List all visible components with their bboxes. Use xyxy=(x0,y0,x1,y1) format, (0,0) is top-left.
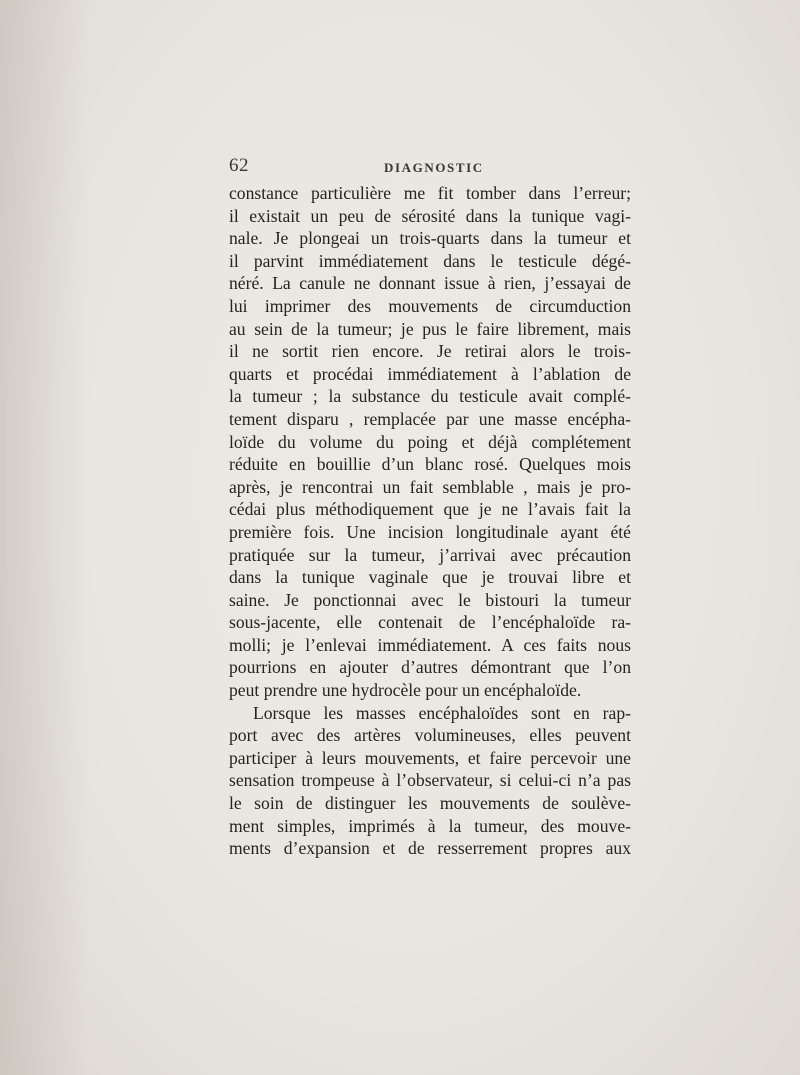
text-line: dans la tunique vaginale que je trouvai libre et xyxy=(229,567,631,588)
text-line: sous-jacente, elle contenait de l’encéphaloïde ra- xyxy=(229,612,631,633)
text-line: cédai plus méthodiquement que je ne l’avais fait la xyxy=(229,499,631,520)
text-line: participer à leurs mouvements, et faire percevoir une xyxy=(229,747,631,768)
text-line: la tumeur ; la substance du testicule avait complé- xyxy=(229,386,631,407)
text-line: molli; je l’enlevai immédiatement. A ces faits nous xyxy=(229,634,631,655)
text-line: pratiquée sur la tumeur, j’arrivai avec précaution xyxy=(229,544,631,565)
text-line: il existait un peu de sérosité dans la tunique vagi- xyxy=(229,205,631,226)
text-line: au sein de la tumeur; je pus le faire librement, mais xyxy=(229,318,631,339)
paragraph-start-line: Lorsque les masses encéphaloïdes sont en rap- xyxy=(253,702,631,723)
body-text xyxy=(229,182,631,860)
text-line: sensation trompeuse à l’observateur, si celui-ci n’a pas xyxy=(229,770,631,791)
text-line: le soin de distinguer les mouvements de soulève- xyxy=(229,793,631,814)
paragraph-end-line: peut prendre une hydrocèle pour un encéphaloïde. xyxy=(229,680,582,701)
page-number: 62 xyxy=(229,155,249,176)
text-line: néré. La canule ne donnant issue à rien, j’essayai de xyxy=(229,273,631,294)
running-head xyxy=(229,155,655,179)
text-line: nale. Je plongeai un trois-quarts dans la tumeur et xyxy=(229,228,631,249)
text-line: après, je rencontrai un fait semblable , mais je pro- xyxy=(229,476,631,497)
text-line: constance particulière me fit tomber dans l’erreur; xyxy=(229,183,631,203)
text-line: saine. Je ponctionnai avec le bistouri la tumeur xyxy=(229,589,631,610)
text-line: il parvint immédiatement dans le testicule dégé- xyxy=(229,250,631,271)
text-line: ments d’expansion et de resserrement propres aux xyxy=(229,838,631,859)
text-line: ment simples, imprimés à la tumeur, des mouve- xyxy=(229,815,631,836)
text-line: quarts et procédai immédiatement à l’ablation de xyxy=(229,363,631,384)
text-line: il ne sortit rien encore. Je retirai alors le trois- xyxy=(229,341,631,362)
text-line: lui imprimer des mouvements de circumduction xyxy=(229,295,631,316)
text-line: première fois. Une incision longitudinale ayant été xyxy=(229,521,631,542)
text-line: pourrions en ajouter d’autres démontrant que l’on xyxy=(229,657,631,678)
text-line: réduite en bouillie d’un blanc rosé. Quelques mois xyxy=(229,454,631,475)
text-line: tement disparu , remplacée par une masse encépha- xyxy=(229,408,631,429)
text-line: port avec des artères volumineuses, elles peuvent xyxy=(229,725,631,746)
running-head-title: DIAGNOSTIC xyxy=(384,160,484,175)
text-line: loïde du volume du poing et déjà complétement xyxy=(229,431,631,452)
